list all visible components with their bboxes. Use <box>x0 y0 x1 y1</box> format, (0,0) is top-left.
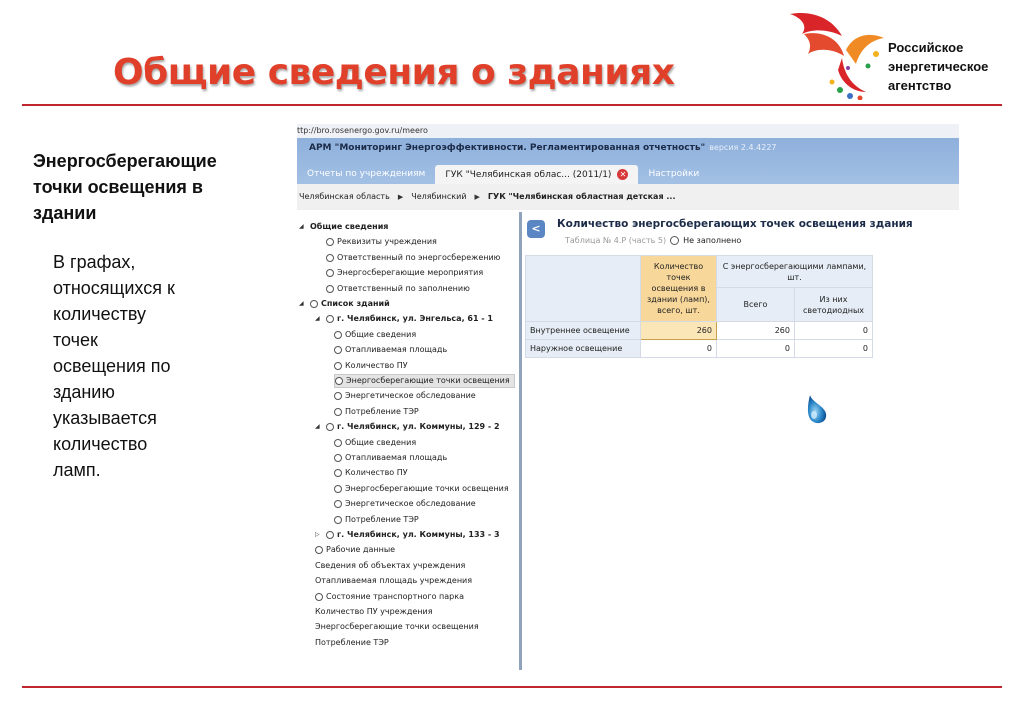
status-radio-icon <box>334 439 342 447</box>
app-version: версия 2.4.4227 <box>709 143 777 152</box>
tab-bar <box>297 162 709 184</box>
close-icon[interactable]: ✕ <box>617 169 628 180</box>
tree-item[interactable] <box>326 282 470 296</box>
app-header <box>297 138 959 184</box>
left-body-text <box>53 249 253 483</box>
app-title <box>309 143 777 153</box>
value-cell[interactable]: 0 <box>795 322 873 340</box>
back-button[interactable]: < <box>527 220 545 238</box>
status-radio-icon <box>334 500 342 508</box>
row-label: Внутреннее освещение <box>526 322 641 340</box>
tree-item-label: Список зданий <box>321 299 390 308</box>
tree-item[interactable] <box>315 620 479 634</box>
tree-item-label: Количество ПУ <box>345 468 408 478</box>
tree-item[interactable] <box>334 466 408 480</box>
breadcrumb-item[interactable]: Челябинский <box>411 192 467 201</box>
status-radio-icon <box>326 531 334 539</box>
collapse-icon[interactable]: ◢ <box>315 315 320 323</box>
column-header: Количество точек освещения в здании (ламп), всего, шт. <box>641 256 717 322</box>
tree-item[interactable] <box>326 251 500 265</box>
content-title: Количество энергосберегающих точек освещения здания <box>557 218 913 230</box>
tree-item-label: Состояние транспортного парка <box>326 591 464 601</box>
agency-name-line: агентство <box>888 78 952 93</box>
tab-reports[interactable]: Отчеты по учреждениям <box>307 169 426 179</box>
tree-item[interactable] <box>315 559 465 573</box>
tree-item-label: Энергетическое обследование <box>345 391 476 401</box>
chevron-right-icon: ▶ <box>397 193 404 201</box>
table-row <box>526 340 873 358</box>
table-corner <box>526 256 641 322</box>
status-radio-icon <box>315 593 323 601</box>
tree-item[interactable] <box>334 436 416 450</box>
left-body-line: количеству <box>53 304 147 324</box>
tree-item[interactable] <box>334 374 515 388</box>
agency-name-line: энергетическое <box>888 59 989 74</box>
agency-name-line: Российское <box>888 40 964 55</box>
tree-item[interactable] <box>334 328 416 342</box>
tree-item-label: г. Челябинск, ул. Энгельса, 61 - 1 <box>337 314 493 324</box>
agency-name <box>888 38 988 95</box>
tree-item-label: Ответственный по энергосбережению <box>337 252 501 262</box>
status-radio-icon <box>334 362 342 370</box>
value-cell[interactable]: 260 <box>641 322 717 340</box>
column-group-header: С энергосберегающими лампами, шт. <box>717 256 873 288</box>
left-body-line: освещения по <box>53 356 171 376</box>
tree-item-label: Энергосберегающие точки освещения <box>345 483 509 493</box>
content-subtitle <box>565 236 741 245</box>
fill-status: Не заполнено <box>683 236 742 245</box>
tree-item-label: Потребление ТЭР <box>345 406 419 416</box>
water-drop-icon <box>804 393 830 425</box>
tree-item-label: Отапливаемая площадь <box>345 345 448 355</box>
panel-splitter[interactable] <box>519 212 522 670</box>
tree-item[interactable] <box>315 590 464 604</box>
status-radio-icon <box>334 392 342 400</box>
bottom-divider <box>22 686 1002 688</box>
tree-item-label: Ответственный по заполнению <box>337 283 470 293</box>
status-radio-icon <box>334 408 342 416</box>
tree-item-label: Энергосберегающие точки освещения <box>346 376 510 385</box>
status-radio-icon <box>326 315 334 323</box>
slide-title: Общие сведения о зданиях <box>113 52 675 93</box>
left-body-line: точек <box>53 330 98 350</box>
tree-item-label: г. Челябинск, ул. Коммуны, 129 - 2 <box>337 422 500 432</box>
tree-item-label: Отапливаемая площадь учреждения <box>315 576 473 586</box>
lighting-table <box>525 255 873 358</box>
breadcrumb <box>297 184 959 210</box>
tree-item-label: Общие сведения <box>345 437 417 447</box>
status-radio-icon <box>310 300 318 308</box>
status-radio-icon <box>334 516 342 524</box>
expand-icon[interactable]: ▷ <box>315 531 320 538</box>
status-radio-icon <box>326 254 334 262</box>
collapse-icon[interactable]: ◢ <box>315 423 320 431</box>
app-screenshot <box>297 124 959 670</box>
left-body-line: В графах, <box>53 252 136 272</box>
tree-item-label: Энергосберегающие точки освещения <box>315 622 479 632</box>
tree-item-label: Потребление ТЭР <box>345 514 419 524</box>
left-body-line: относящихся к <box>53 278 175 298</box>
tree-item-label: Сведения об объектах учреждения <box>315 560 466 570</box>
status-radio-icon <box>334 469 342 477</box>
left-body-line: указывается <box>53 408 157 428</box>
tree-item[interactable] <box>315 420 500 434</box>
left-body-line: ламп. <box>53 460 101 480</box>
tree-item[interactable] <box>334 389 476 403</box>
tab-institution[interactable] <box>435 165 638 184</box>
tree-item-label: Отапливаемая площадь <box>345 453 448 462</box>
tab-institution-label: ГУК "Челябинская облас... (2011/1) <box>445 169 612 180</box>
value-cell[interactable]: 0 <box>795 340 873 358</box>
status-radio-icon <box>326 269 334 277</box>
status-radio-icon <box>326 285 334 293</box>
value-cell[interactable]: 260 <box>717 322 795 340</box>
value-cell[interactable]: 0 <box>641 340 717 358</box>
url-bar[interactable]: ttp://bro.rosenergo.gov.ru/meero <box>297 124 959 138</box>
left-body-line: количество <box>53 434 148 454</box>
status-radio-icon <box>334 346 342 354</box>
column-header: Из них светодиодных <box>795 288 873 322</box>
status-radio-icon <box>315 546 323 554</box>
tree-item-label: Количество ПУ <box>345 360 408 370</box>
tree-item-label: Общие сведения <box>345 329 417 339</box>
tree-item[interactable] <box>326 235 437 249</box>
left-heading-line: точки освещения в <box>33 177 203 197</box>
collapse-icon[interactable]: ◢ <box>299 300 304 307</box>
left-body-line: зданию <box>53 382 115 402</box>
tree-item[interactable] <box>315 312 493 326</box>
tree-item[interactable] <box>334 405 419 419</box>
tree-item[interactable] <box>334 451 447 465</box>
tree-item[interactable] <box>299 220 388 234</box>
tree-item[interactable] <box>334 359 408 373</box>
chevron-right-icon: ▶ <box>474 193 480 201</box>
navigation-tree <box>297 220 519 670</box>
status-radio-icon <box>334 331 342 339</box>
tree-item[interactable] <box>334 513 419 527</box>
collapse-icon[interactable]: ◢ <box>299 223 304 230</box>
tree-item-label: Энергосберегающие мероприятия <box>337 268 484 278</box>
tree-item[interactable] <box>334 497 476 511</box>
status-radio-icon <box>335 377 343 385</box>
breadcrumb-item[interactable]: ГУК "Челябинская областная детская ... <box>487 192 676 201</box>
agency-logo-icon <box>784 4 894 100</box>
tree-item-label: Рабочие данные <box>326 545 396 555</box>
column-header: Всего <box>717 288 795 322</box>
tab-settings[interactable]: Настройки <box>648 169 700 179</box>
tree-item[interactable] <box>315 605 433 619</box>
status-radio-icon <box>334 485 342 493</box>
table-reference: Таблица № 4.Р (часть 5) <box>565 236 667 245</box>
tree-item[interactable] <box>334 482 509 496</box>
tree-item[interactable] <box>334 343 447 357</box>
tree-item[interactable] <box>315 574 472 588</box>
tree-item-label: Общие сведения <box>310 222 389 231</box>
status-radio-icon <box>670 236 679 245</box>
tree-item-label: Реквизиты учреждения <box>337 237 437 247</box>
tree-item-label: Количество ПУ учреждения <box>315 607 433 616</box>
status-radio-icon <box>326 423 334 431</box>
left-heading-line: здании <box>33 203 97 223</box>
tree-item[interactable] <box>299 297 390 311</box>
left-heading-line: Энергосберегающие <box>33 151 217 171</box>
tree-item[interactable] <box>326 266 483 280</box>
left-heading <box>33 148 273 226</box>
tree-item[interactable] <box>315 528 500 542</box>
tree-item-label: Энергетическое обследование <box>345 499 476 509</box>
status-radio-icon <box>334 454 342 462</box>
app-title-text: АРМ "Мониторинг Энергоэффективности. Регламентированная отчетность" <box>309 143 706 153</box>
breadcrumb-item[interactable]: Челябинская область <box>299 192 390 201</box>
value-cell[interactable]: 0 <box>717 340 795 358</box>
title-divider <box>22 104 1002 106</box>
table-row <box>526 322 873 340</box>
tree-item-label: Потребление ТЭР <box>315 637 389 647</box>
status-radio-icon <box>326 238 334 246</box>
tree-item-label: г. Челябинск, ул. Коммуны, 133 - 3 <box>337 530 500 539</box>
row-label: Наружное освещение <box>526 340 641 358</box>
tree-item[interactable] <box>315 543 395 557</box>
tree-item[interactable] <box>315 636 389 650</box>
